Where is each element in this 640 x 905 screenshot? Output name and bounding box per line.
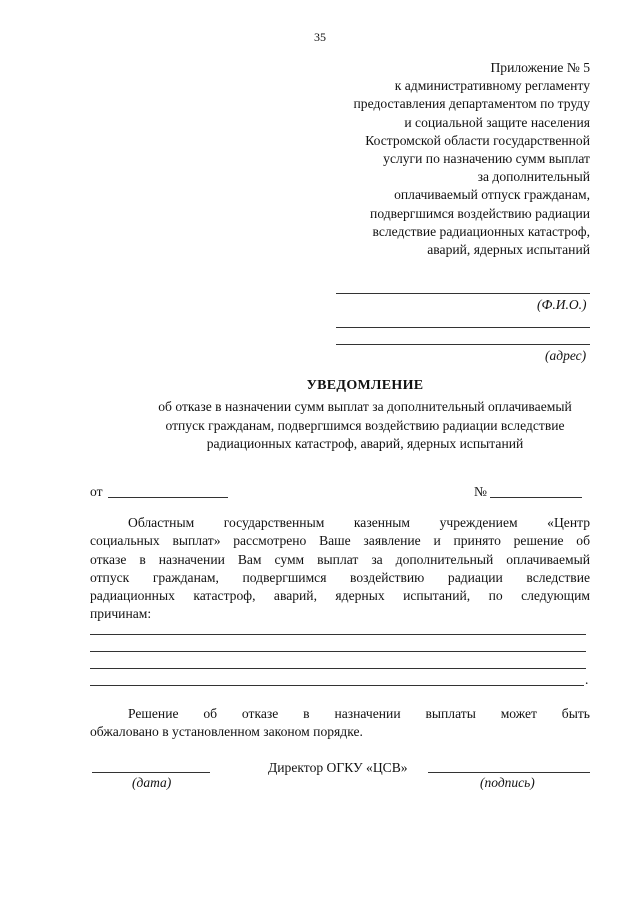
appendix-line: и социальной защите населения — [404, 114, 590, 130]
reason-line-4 — [90, 685, 584, 686]
recipient-address-line-1 — [336, 327, 590, 328]
appendix-line: Костромской области государственной — [365, 132, 590, 148]
appeal-line: обжаловано в установленном законом порядке. — [90, 724, 363, 740]
appendix-line: услуги по назначению сумм выплат — [383, 151, 590, 167]
recipient-address-caption: (адрес) — [545, 348, 587, 363]
body-line: радиационных катастроф, аварий, ядерных испытаний, по следующим — [90, 588, 590, 604]
appendix-line: оплачиваемый отпуск гражданам, — [394, 187, 590, 203]
date-signature-line — [92, 772, 210, 773]
subtitle-line: радиационных катастроф, аварий, ядерных испытаний — [206, 436, 524, 451]
signature-line — [428, 772, 590, 773]
recipient-name-line — [336, 293, 590, 294]
appeal-line: Решение об отказе в назначении выплаты может быть — [128, 706, 590, 721]
date-label: от — [90, 484, 103, 499]
subtitle-line: об отказе в назначении сумм выплат за дополнительный оплачиваемый — [158, 399, 572, 414]
body-line: отпуск гражданам, подвергшимся воздействию радиации вследствие — [90, 569, 590, 585]
recipient-address-line-2 — [336, 344, 590, 345]
recipient-name-caption: (Ф.И.О.) — [537, 297, 587, 312]
appendix-line: за дополнительный — [477, 169, 590, 185]
date-caption: (дата) — [132, 775, 172, 790]
page-number: 35 — [314, 30, 326, 44]
notice-body — [90, 514, 590, 624]
body-line: Областным государственным казенным учреждением «Центр — [128, 515, 590, 530]
document-title: УВЕДОМЛЕНИЕ — [306, 378, 424, 393]
reason-line-3 — [90, 668, 586, 669]
date-line — [108, 497, 228, 498]
body-line: отказе в назначении Вам сумм выплат за дополнительный оплачиваемый — [90, 551, 590, 567]
appendix-line: Приложение № 5 — [490, 60, 590, 75]
number-line — [490, 497, 582, 498]
reason-line-2 — [90, 651, 586, 652]
appendix-line: к административному регламенту — [394, 78, 590, 94]
appendix-header — [270, 59, 590, 259]
subtitle-line: отпуск гражданам, подвергшимся воздействию радиации вследствие — [165, 417, 565, 433]
reasons-end-mark: . — [585, 672, 589, 687]
signature-caption: (подпись) — [480, 775, 535, 790]
appendix-line: вследствие радиационных катастроф, — [372, 223, 590, 239]
number-label: № — [474, 484, 487, 499]
appendix-line: предоставления департаментом по труду — [353, 96, 590, 112]
appendix-line: подвергшимся воздействию радиации — [370, 205, 590, 221]
director-label: Директор ОГКУ «ЦСВ» — [268, 760, 408, 775]
body-line: социальных выплат» рассмотрено Ваше заявление и принято решение об — [90, 533, 590, 549]
appeal-paragraph — [90, 705, 590, 742]
appendix-line: аварий, ядерных испытаний — [427, 242, 590, 258]
reason-line-1 — [90, 634, 586, 635]
document-subtitle — [80, 398, 640, 454]
body-line: причинам: — [90, 606, 152, 622]
